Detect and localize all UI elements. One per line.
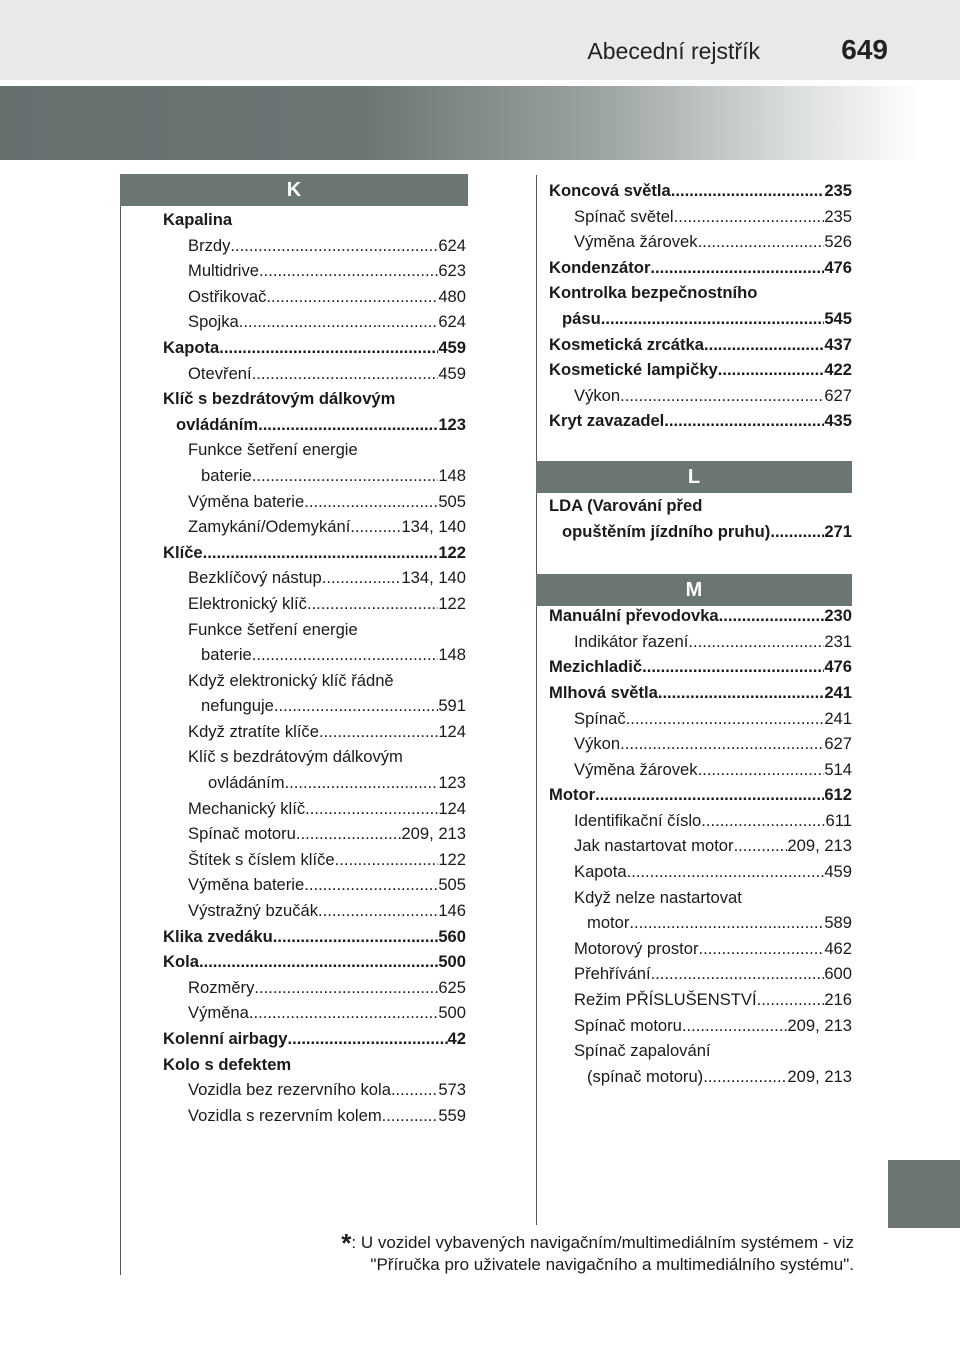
index-entry-page: 122: [438, 593, 466, 613]
index-entry-term: (spínač motoru): [587, 1066, 704, 1086]
index-entry-term: Ostřikovač: [188, 286, 267, 306]
index-entry-page: 422: [824, 360, 852, 380]
dot-leader: [322, 565, 402, 591]
index-entry-page: 500: [438, 1003, 466, 1023]
dot-leader: [274, 693, 438, 719]
index-entry-term: ovládáním: [176, 414, 259, 434]
index-entry-page: 231: [824, 631, 852, 651]
index-entry-term: Výměna žárovek: [574, 759, 698, 779]
index-entry-term: Kapota: [163, 337, 220, 357]
index-entry-term: Kryt zavazadel: [549, 411, 665, 431]
dot-leader: [658, 680, 824, 706]
dot-leader: [335, 847, 439, 873]
index-entry: [163, 309, 466, 335]
index-entry-term: Rozměry: [188, 977, 255, 997]
dot-leader: [734, 833, 788, 859]
index-entry-page: 612: [824, 785, 852, 805]
footnote: [234, 1228, 854, 1276]
index-entry-term: Spínač motoru: [188, 824, 296, 844]
index-entry-term: baterie: [201, 465, 252, 485]
index-entry-page: 459: [438, 337, 466, 357]
index-entry-term: Spínač motoru: [574, 1015, 682, 1035]
dot-leader: [642, 654, 824, 680]
dot-leader: [719, 603, 825, 629]
index-entry-term: Spojka: [188, 312, 239, 332]
index-entry-page: 600: [824, 964, 852, 984]
index-entry-page: 124: [438, 721, 466, 741]
index-entry: [163, 1026, 466, 1052]
index-entry-page: 437: [824, 334, 852, 354]
dot-leader: [664, 408, 824, 434]
index-entry-term: Mlhová světla: [549, 682, 658, 702]
index-entry: [549, 757, 852, 783]
index-entry-term: Výměna: [188, 1003, 249, 1023]
index-entry: [163, 1000, 466, 1026]
index-entry: [549, 229, 852, 255]
index-entry-page: 123: [438, 773, 466, 793]
dot-leader: [296, 821, 401, 847]
dot-leader: [704, 332, 824, 358]
index-entry-term: Kolenní airbagy: [163, 1029, 288, 1048]
index-column-right: [549, 178, 852, 1089]
index-entry-page: 209, 213: [787, 836, 852, 856]
dot-leader: [629, 910, 824, 936]
index-entry-term: Kola: [163, 952, 199, 972]
index-entry-page: 526: [824, 232, 852, 252]
index-entry-term: Brzdy: [188, 235, 231, 255]
dot-leader: [770, 519, 824, 545]
index-entry-page: 124: [438, 798, 466, 818]
dot-leader: [674, 204, 825, 230]
index-entry-term: Spínač zapalování: [574, 1041, 711, 1061]
index-entry: [163, 361, 466, 387]
index-entry: [163, 591, 466, 617]
index-entry: [549, 204, 852, 230]
footnote-line-1: : U vozidel vybavených navigačním/multimediálním systémem - viz: [351, 1233, 854, 1252]
index-entry: [549, 936, 852, 962]
dot-leader: [698, 229, 825, 255]
index-entry: [163, 437, 466, 463]
dot-leader: [601, 306, 825, 332]
index-entry-term: Režim PŘÍSLUŠENSTVÍ: [574, 990, 757, 1010]
index-entry-page: 476: [824, 257, 852, 277]
index-entry: [549, 833, 852, 859]
index-entry-page: 559: [438, 1105, 466, 1125]
index-entry: [549, 680, 852, 706]
index-entry: [549, 859, 852, 885]
index-entry: [163, 975, 466, 1001]
index-entry: [163, 872, 466, 898]
dot-leader: [627, 859, 825, 885]
dot-leader: [318, 898, 438, 924]
index-entry: [549, 731, 852, 757]
index-entry: [163, 1077, 466, 1103]
index-entry-page: 611: [825, 810, 852, 830]
index-entry: [549, 885, 852, 911]
dot-leader: [230, 233, 438, 259]
index-entry-page: 627: [824, 385, 852, 405]
index-entry: [549, 1013, 852, 1039]
dot-leader: [307, 591, 438, 617]
spacer: [549, 434, 852, 493]
dot-leader: [718, 357, 825, 383]
index-entry-page: 241: [824, 682, 852, 702]
index-entry: [163, 796, 466, 822]
dot-leader: [273, 924, 439, 950]
index-entry: [163, 233, 466, 259]
index-entry-page: 459: [824, 862, 852, 882]
index-entry: [163, 821, 466, 847]
dot-leader: [239, 309, 439, 335]
index-entry-term: Klíč s bezdrátovým dálkovým: [163, 389, 396, 409]
index-entry: [163, 565, 466, 591]
index-entry-term: Otevření: [188, 363, 252, 383]
dot-leader: [259, 258, 438, 284]
index-entry-page: 480: [438, 286, 466, 306]
index-entry-term: Když elektronický klíč řádně: [188, 670, 394, 690]
index-entry-page: 505: [438, 875, 466, 895]
section-title: Abecední rejstřík: [587, 38, 760, 64]
spacer: [549, 544, 852, 603]
dot-leader: [688, 629, 824, 655]
index-entry-page: 209, 213: [401, 824, 466, 844]
index-entry: [549, 255, 852, 281]
index-entry-page: 624: [438, 312, 466, 332]
index-entry-page: 235: [824, 206, 852, 226]
index-entry-term: Funkce šetření energie: [188, 440, 358, 460]
index-entry-term: Přehřívání: [574, 964, 651, 984]
index-entry-term: Kosmetické lampičky: [549, 360, 718, 380]
index-entry: [163, 463, 466, 489]
dot-leader: [203, 540, 439, 566]
index-entry-term: Výměna žárovek: [574, 232, 698, 252]
dot-leader: [650, 255, 824, 281]
dot-leader: [671, 178, 825, 204]
top-bar: [0, 0, 960, 80]
dot-leader: [701, 808, 825, 834]
index-entry-page: 625: [438, 977, 466, 997]
dot-leader: [219, 335, 438, 361]
index-entry-term: Výkon: [574, 385, 621, 405]
index-column-left: [163, 207, 466, 1128]
index-entry-page: 235: [824, 181, 852, 200]
index-entry-page: 134, 140: [401, 517, 466, 537]
index-entry-term: Spínač světel: [574, 206, 674, 226]
index-entry-term: Jak nastartovat motor: [574, 836, 734, 856]
index-entry-page: 560: [438, 926, 466, 946]
index-entry-term: Funkce šetření energie: [188, 619, 358, 639]
dot-leader: [350, 514, 401, 540]
index-entry: [549, 706, 852, 732]
index-entry-term: ovládáním: [208, 773, 285, 793]
index-entry-term: Vozidla s rezervním kolem: [188, 1105, 382, 1125]
index-entry: [163, 847, 466, 873]
index-entry-term: motor: [587, 913, 630, 933]
index-entry: [163, 412, 466, 438]
index-entry-page: 589: [824, 913, 852, 933]
index-entry-term: Kapota: [574, 862, 627, 882]
index-entry: [549, 1064, 852, 1090]
index-entry: [163, 719, 466, 745]
dot-leader: [698, 757, 825, 783]
index-entry: [163, 693, 466, 719]
index-entry-term: Mechanický klíč: [188, 798, 306, 818]
index-entry-page: 435: [824, 411, 852, 431]
index-entry-term: Vozidla bez rezervního kola: [188, 1080, 391, 1100]
index-entry: [549, 910, 852, 936]
index-entry: [163, 207, 466, 233]
index-entry-term: Manuální převodovka: [549, 606, 719, 626]
index-entry-term: Kosmetická zrcátka: [549, 334, 704, 354]
index-entry: [549, 332, 852, 358]
index-entry-term: Když ztratíte klíče: [188, 721, 319, 741]
index-entry-term: Klika zvedáku: [163, 926, 273, 946]
index-entry-term: Klíče: [163, 542, 203, 562]
index-entry: [163, 514, 466, 540]
index-entry-term: Mezichladič: [549, 657, 643, 677]
dot-leader: [620, 383, 824, 409]
page-number: 649: [841, 34, 888, 65]
dot-leader: [199, 949, 438, 975]
index-entry-page: 123: [438, 414, 466, 434]
index-entry-term: Štítek s číslem klíče: [188, 849, 335, 869]
dot-leader: [682, 1013, 787, 1039]
dot-leader: [304, 872, 438, 898]
index-entry: [549, 178, 852, 204]
index-entry-page: 623: [438, 261, 466, 281]
index-entry-term: Multidrive: [188, 261, 260, 281]
section-header-m: M: [536, 574, 852, 606]
index-entry-page: 42: [447, 1029, 466, 1048]
index-entry-term: Indikátor řazení: [574, 631, 689, 651]
index-entry: [163, 540, 466, 566]
index-entry-term: LDA (Varování před: [549, 495, 703, 515]
index-entry-term: Kondenzátor: [549, 257, 651, 277]
index-entry-term: pásu: [562, 308, 601, 328]
index-entry: [163, 744, 466, 770]
section-header-l: L: [536, 461, 852, 493]
index-entry-term: nefunguje: [201, 696, 274, 716]
index-entry-page: 624: [438, 235, 466, 255]
index-entry: [549, 408, 852, 434]
index-entry-term: Klíč s bezdrátovým dálkovým: [188, 747, 403, 767]
index-entry-page: 209, 213: [787, 1015, 852, 1035]
index-entry-page: 591: [438, 696, 466, 716]
index-entry: [163, 770, 466, 796]
dot-leader: [305, 796, 438, 822]
index-entry: [163, 949, 466, 975]
index-entry-page: 146: [438, 901, 466, 921]
dot-leader: [319, 719, 438, 745]
index-entry-page: 122: [438, 849, 466, 869]
index-entry-term: baterie: [201, 645, 252, 665]
index-entry-term: Bezklíčový nástup: [188, 568, 322, 588]
index-entry: [163, 1103, 466, 1129]
index-entry-page: 476: [824, 657, 852, 677]
index-entry-term: Výstražný bzučák: [188, 901, 319, 921]
dot-leader: [626, 706, 825, 732]
index-entry-page: 505: [438, 491, 466, 511]
index-entry-term: Výměna baterie: [188, 875, 305, 895]
index-entry-page: 545: [824, 308, 852, 328]
dot-leader: [595, 782, 824, 808]
index-entry: [163, 617, 466, 643]
index-entry-term: Spínač: [574, 708, 626, 728]
dot-leader: [252, 361, 439, 387]
dot-leader: [285, 770, 439, 796]
index-entry: [549, 961, 852, 987]
index-entry: [163, 668, 466, 694]
chapter-tab: [888, 1160, 960, 1228]
index-entry: [163, 386, 466, 412]
dot-leader: [258, 412, 438, 438]
index-entry: [163, 258, 466, 284]
index-entry: [163, 489, 466, 515]
index-entry-page: 627: [824, 734, 852, 754]
index-entry-term: Zamykání/Odemykání: [188, 517, 351, 537]
index-entry: [549, 493, 852, 519]
index-entry-term: Když nelze nastartovat: [574, 887, 742, 907]
index-entry-term: Elektronický klíč: [188, 593, 307, 613]
index-entry-term: opuštěním jízdního pruhu): [562, 521, 771, 541]
index-entry-term: Kolo s defektem: [163, 1054, 292, 1074]
left-rule: [120, 175, 121, 1275]
index-entry-page: 514: [824, 759, 852, 779]
index-entry: [163, 642, 466, 668]
dot-leader: [266, 284, 438, 310]
index-entry: [549, 654, 852, 680]
dot-leader: [252, 463, 439, 489]
column-divider: [536, 175, 537, 1225]
dot-leader: [699, 936, 825, 962]
index-entry-page: 230: [824, 606, 852, 626]
index-entry-page: 271: [824, 521, 852, 541]
index-entry-term: Koncová světla: [549, 181, 671, 200]
index-entry-term: Výkon: [574, 734, 621, 754]
index-entry-term: Identifikační číslo: [574, 810, 702, 830]
index-entry: [549, 1038, 852, 1064]
index-entry-page: 134, 140: [401, 568, 466, 588]
dot-leader: [287, 1026, 447, 1052]
index-entry: [549, 280, 852, 306]
index-entry-page: 459: [438, 363, 466, 383]
index-entry-page: 216: [824, 990, 852, 1010]
dot-leader: [249, 1000, 438, 1026]
index-entry-term: Motor: [549, 785, 596, 805]
index-entry-page: 148: [438, 645, 466, 665]
index-entry: [549, 603, 852, 629]
dot-leader: [620, 731, 824, 757]
index-entry: [549, 519, 852, 545]
index-group-k: [549, 178, 852, 434]
index-entry-page: 122: [438, 542, 466, 562]
dot-leader: [391, 1077, 438, 1103]
index-entry-term: Kontrolka bezpečnostního: [549, 283, 758, 303]
dot-leader: [757, 987, 825, 1013]
footnote-line-2: "Příručka pro uživatele navigačního a multimediálního systému".: [370, 1255, 854, 1274]
index-entry-page: 573: [438, 1080, 466, 1100]
index-entry-term: Výměna baterie: [188, 491, 305, 511]
dot-leader: [703, 1064, 787, 1090]
index-entry: [549, 987, 852, 1013]
index-group-m: [549, 603, 852, 1089]
header-banner: [0, 86, 960, 160]
index-entry: [163, 898, 466, 924]
index-entry-page: 148: [438, 465, 466, 485]
index-entry: [163, 335, 466, 361]
dot-leader: [651, 961, 825, 987]
index-entry: [163, 924, 466, 950]
index-entry: [549, 357, 852, 383]
index-entry-page: 209, 213: [787, 1066, 852, 1086]
dot-leader: [252, 642, 439, 668]
index-entry-page: 462: [824, 938, 852, 958]
footnote-marker: *: [341, 1228, 352, 1258]
index-entry-term: Motorový prostor: [574, 938, 699, 958]
index-group-l: [549, 493, 852, 544]
index-entry: [549, 629, 852, 655]
index-entry: [163, 1052, 466, 1078]
index-entry-page: 500: [438, 952, 466, 972]
index-entry: [549, 808, 852, 834]
index-entry-page: 241: [824, 708, 852, 728]
index-entry: [549, 383, 852, 409]
dot-leader: [254, 975, 438, 1001]
section-header-k: K: [120, 174, 468, 206]
index-entry: [163, 284, 466, 310]
dot-leader: [304, 489, 438, 515]
index-entry: [549, 306, 852, 332]
index-entry-term: Kapalina: [163, 210, 233, 229]
dot-leader: [382, 1103, 439, 1129]
index-entry: [549, 782, 852, 808]
